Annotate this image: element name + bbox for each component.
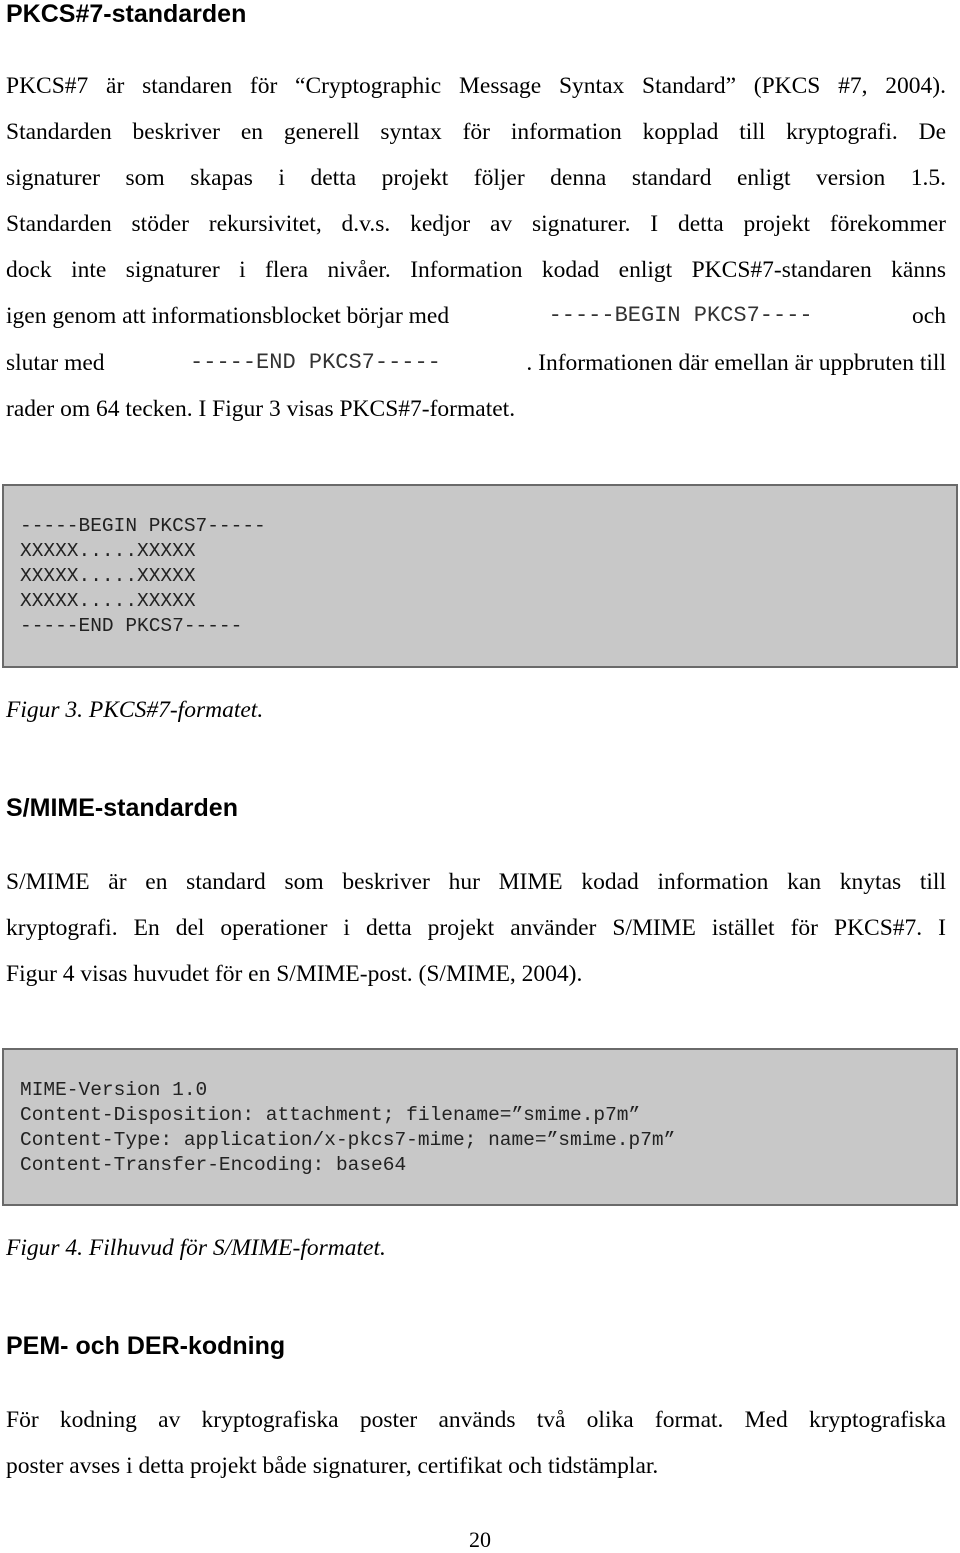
text-run: slutar med: [6, 350, 105, 376]
paragraph-line: [6, 301, 946, 331]
paragraph-line: Standarden stöder rekursivitet, d.v.s. kedjor av signaturer. I detta projekt förekommer: [6, 211, 946, 237]
end-marker: -----END PKCS7-----: [190, 350, 441, 375]
code-box-pkcs7-format: [2, 484, 958, 668]
paragraph-line: signaturer som skapas i detta projekt följer denna standard enligt version 1.5.: [6, 165, 946, 191]
paragraph-line: rader om 64 tecken. I Figur 3 visas PKCS#7-formatet.: [6, 396, 516, 422]
section-heading-pkcs7: PKCS#7-standarden: [6, 0, 247, 28]
section-heading-smime: S/MIME-standarden: [6, 794, 238, 822]
text-run: igen genom att informationsblocket börjar med: [6, 303, 450, 329]
paragraph-line: kryptografi. En del operationer i detta projekt använder S/MIME istället för PKCS#7. I: [6, 915, 946, 941]
text-run: . Informationen där emellan är uppbruten till: [526, 350, 946, 376]
code-line: XXXXX.....XXXXX: [20, 565, 196, 587]
figure-caption: Figur 4. Filhuvud för S/MIME-formatet.: [6, 1235, 386, 1261]
code-line: Content-Disposition: attachment; filename=”smime.p7m”: [20, 1104, 641, 1126]
paragraph-line: Figur 4 visas huvudet för en S/MIME-post. (S/MIME, 2004).: [6, 961, 583, 987]
code-line: XXXXX.....XXXXX: [20, 590, 196, 612]
code-line: XXXXX.....XXXXX: [20, 540, 196, 562]
paragraph-line: PKCS#7 är standaren för “Cryptographic Message Syntax Standard” (PKCS #7, 2004).: [6, 73, 946, 99]
paragraph-line: poster avses i detta projekt både signaturer, certifikat och tidstämplar.: [6, 1453, 659, 1479]
begin-marker: -----BEGIN PKCS7----: [548, 303, 813, 328]
figure-caption: Figur 3. PKCS#7-formatet.: [6, 697, 264, 723]
code-line: Content-Type: application/x-pkcs7-mime; name=”smime.p7m”: [20, 1129, 676, 1151]
paragraph-line: Standarden beskriver en generell syntax för information kopplad till kryptografi. De: [6, 119, 946, 145]
code-line: MIME-Version 1.0: [20, 1079, 208, 1101]
paragraph-line: För kodning av kryptografiska poster används två olika format. Med kryptografiska: [6, 1407, 946, 1433]
code-line: -----END PKCS7-----: [20, 615, 243, 637]
paragraph-line: [6, 348, 946, 378]
text-run: och: [912, 303, 946, 329]
paragraph-line: dock inte signaturer i flera nivåer. Information kodad enligt PKCS#7-standaren känns: [6, 257, 946, 283]
page-number: 20: [469, 1527, 491, 1552]
code-box-smime-header: [2, 1048, 958, 1206]
section-heading-pem-der: PEM- och DER-kodning: [6, 1332, 286, 1360]
code-line: -----BEGIN PKCS7-----: [20, 515, 266, 537]
code-line: Content-Transfer-Encoding: base64: [20, 1154, 407, 1176]
paragraph-line: S/MIME är en standard som beskriver hur MIME kodad information kan knytas till: [6, 869, 946, 895]
